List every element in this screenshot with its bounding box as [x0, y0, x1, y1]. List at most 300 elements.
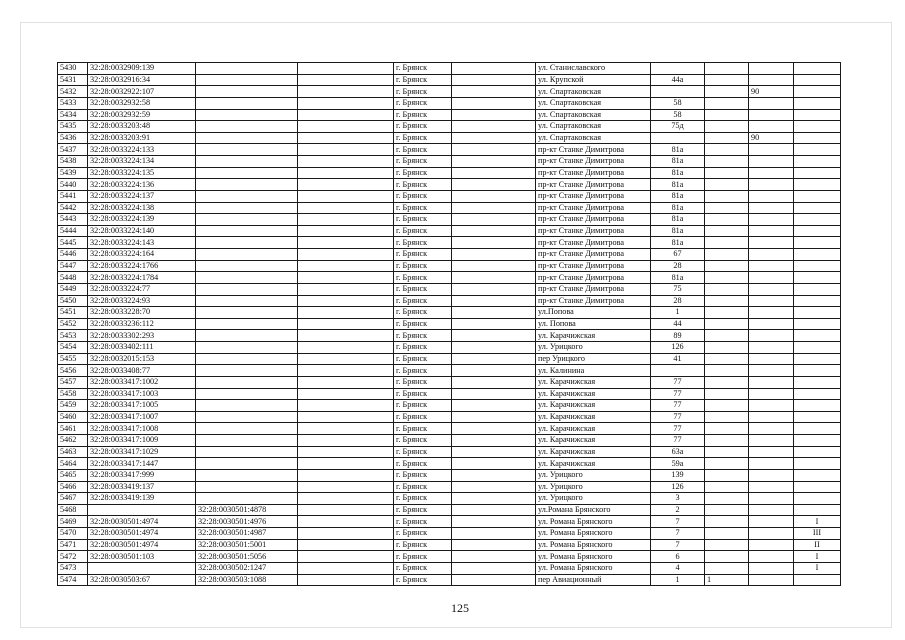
- house-number-cell: 44а: [651, 74, 705, 86]
- table-row: [58, 156, 841, 168]
- extra-number-cell: [749, 400, 794, 412]
- cadastral-number-cell: 32:28:0033224:139: [88, 214, 196, 226]
- row-number-cell: 5462: [58, 435, 88, 447]
- table-row: [58, 342, 841, 354]
- building-number-cell: [705, 353, 749, 365]
- empty-cell: [298, 504, 394, 516]
- related-cadastral-number-cell: 32:28:0030501:4878: [196, 504, 298, 516]
- city-cell: г. Брянск: [394, 307, 452, 319]
- empty-cell: [452, 97, 536, 109]
- table-row: [58, 202, 841, 214]
- row-number-cell: 5437: [58, 144, 88, 156]
- city-cell: г. Брянск: [394, 400, 452, 412]
- city-cell: г. Брянск: [394, 574, 452, 586]
- empty-cell: [452, 353, 536, 365]
- empty-cell: [298, 237, 394, 249]
- street-cell: пр-кт Станке Димитрова: [536, 202, 651, 214]
- related-cadastral-number-cell: [196, 249, 298, 261]
- related-cadastral-number-cell: [196, 272, 298, 284]
- unit-number-cell: I: [794, 516, 841, 528]
- building-number-cell: [705, 435, 749, 447]
- row-number-cell: 5468: [58, 504, 88, 516]
- extra-number-cell: [749, 179, 794, 191]
- building-number-cell: 1: [705, 574, 749, 586]
- street-cell: пр-кт Станке Димитрова: [536, 225, 651, 237]
- empty-cell: [452, 435, 536, 447]
- street-cell: ул. Спартаковская: [536, 86, 651, 98]
- street-cell: пр-кт Станке Димитрова: [536, 260, 651, 272]
- building-number-cell: [705, 411, 749, 423]
- unit-number-cell: [794, 214, 841, 226]
- cadastral-number-cell: 32:28:0030501:4974: [88, 539, 196, 551]
- table-row: [58, 469, 841, 481]
- empty-cell: [452, 330, 536, 342]
- table-row: [58, 109, 841, 121]
- city-cell: г. Брянск: [394, 330, 452, 342]
- extra-number-cell: [749, 260, 794, 272]
- row-number-cell: 5467: [58, 493, 88, 505]
- empty-cell: [298, 179, 394, 191]
- empty-cell: [452, 318, 536, 330]
- cadastral-number-cell: [88, 504, 196, 516]
- cadastral-number-cell: 32:28:0033224:93: [88, 295, 196, 307]
- extra-number-cell: [749, 388, 794, 400]
- related-cadastral-number-cell: [196, 190, 298, 202]
- row-number-cell: 5448: [58, 272, 88, 284]
- table-row: [58, 295, 841, 307]
- empty-cell: [298, 74, 394, 86]
- table-row: [58, 365, 841, 377]
- related-cadastral-number-cell: [196, 109, 298, 121]
- table-row: [58, 260, 841, 272]
- street-cell: пр-кт Станке Димитрова: [536, 167, 651, 179]
- extra-number-cell: [749, 562, 794, 574]
- cadastral-number-cell: 32:28:0033417:1008: [88, 423, 196, 435]
- related-cadastral-number-cell: [196, 458, 298, 470]
- empty-cell: [298, 423, 394, 435]
- table-row: [58, 86, 841, 98]
- empty-cell: [452, 63, 536, 75]
- unit-number-cell: [794, 121, 841, 133]
- related-cadastral-number-cell: [196, 74, 298, 86]
- unit-number-cell: [794, 307, 841, 319]
- city-cell: г. Брянск: [394, 411, 452, 423]
- related-cadastral-number-cell: [196, 446, 298, 458]
- unit-number-cell: [794, 190, 841, 202]
- row-number-cell: 5456: [58, 365, 88, 377]
- row-number-cell: 5441: [58, 190, 88, 202]
- extra-number-cell: [749, 225, 794, 237]
- unit-number-cell: [794, 202, 841, 214]
- row-number-cell: 5434: [58, 109, 88, 121]
- extra-number-cell: [749, 435, 794, 447]
- empty-cell: [452, 481, 536, 493]
- street-cell: ул. Спартаковская: [536, 97, 651, 109]
- cadastral-number-cell: 32:28:0033228:70: [88, 307, 196, 319]
- building-number-cell: [705, 214, 749, 226]
- extra-number-cell: [749, 353, 794, 365]
- extra-number-cell: [749, 469, 794, 481]
- street-cell: пр-кт Станке Димитрова: [536, 190, 651, 202]
- city-cell: г. Брянск: [394, 528, 452, 540]
- house-number-cell: 81а: [651, 144, 705, 156]
- cadastral-number-cell: 32:28:0033224:138: [88, 202, 196, 214]
- city-cell: г. Брянск: [394, 342, 452, 354]
- street-cell: ул. Романа Брянского: [536, 562, 651, 574]
- extra-number-cell: [749, 330, 794, 342]
- cadastral-number-cell: 32:28:0033224:135: [88, 167, 196, 179]
- street-cell: пр-кт Станке Димитрова: [536, 249, 651, 261]
- empty-cell: [452, 260, 536, 272]
- row-number-cell: 5469: [58, 516, 88, 528]
- city-cell: г. Брянск: [394, 86, 452, 98]
- street-cell: ул. Урицкого: [536, 342, 651, 354]
- empty-cell: [298, 156, 394, 168]
- street-cell: ул. Романа Брянского: [536, 551, 651, 563]
- extra-number-cell: [749, 574, 794, 586]
- cadastral-number-cell: 32:28:0033224:1766: [88, 260, 196, 272]
- row-number-cell: 5454: [58, 342, 88, 354]
- house-number-cell: 77: [651, 400, 705, 412]
- row-number-cell: 5440: [58, 179, 88, 191]
- street-cell: пр-кт Станке Димитрова: [536, 283, 651, 295]
- building-number-cell: [705, 97, 749, 109]
- row-number-cell: 5438: [58, 156, 88, 168]
- related-cadastral-number-cell: 32:28:0030501:5056: [196, 551, 298, 563]
- house-number-cell: [651, 63, 705, 75]
- street-cell: ул. Карачижская: [536, 423, 651, 435]
- empty-cell: [298, 469, 394, 481]
- table-row: [58, 63, 841, 75]
- unit-number-cell: [794, 388, 841, 400]
- building-number-cell: [705, 132, 749, 144]
- related-cadastral-number-cell: [196, 400, 298, 412]
- house-number-cell: 77: [651, 376, 705, 388]
- table-row: [58, 225, 841, 237]
- building-number-cell: [705, 295, 749, 307]
- extra-number-cell: [749, 249, 794, 261]
- row-number-cell: 5446: [58, 249, 88, 261]
- city-cell: г. Брянск: [394, 376, 452, 388]
- empty-cell: [452, 307, 536, 319]
- unit-number-cell: [794, 423, 841, 435]
- related-cadastral-number-cell: [196, 318, 298, 330]
- empty-cell: [452, 504, 536, 516]
- cadastral-number-cell: 32:28:0033224:137: [88, 190, 196, 202]
- city-cell: г. Брянск: [394, 144, 452, 156]
- street-cell: ул. Урицкого: [536, 493, 651, 505]
- row-number-cell: 5430: [58, 63, 88, 75]
- cadastral-number-cell: 32:28:0033417:999: [88, 469, 196, 481]
- cadastral-number-cell: 32:28:0033236:112: [88, 318, 196, 330]
- house-number-cell: 75д: [651, 121, 705, 133]
- unit-number-cell: [794, 249, 841, 261]
- building-number-cell: [705, 330, 749, 342]
- empty-cell: [298, 481, 394, 493]
- table-row: [58, 423, 841, 435]
- related-cadastral-number-cell: 32:28:0030501:5001: [196, 539, 298, 551]
- related-cadastral-number-cell: [196, 283, 298, 295]
- row-number-cell: 5466: [58, 481, 88, 493]
- table-row: [58, 574, 841, 586]
- related-cadastral-number-cell: [196, 156, 298, 168]
- building-number-cell: [705, 365, 749, 377]
- cadastral-number-cell: 32:28:0033402:111: [88, 342, 196, 354]
- table-row: [58, 318, 841, 330]
- building-number-cell: [705, 481, 749, 493]
- city-cell: г. Брянск: [394, 283, 452, 295]
- table-row: [58, 272, 841, 284]
- building-number-cell: [705, 144, 749, 156]
- city-cell: г. Брянск: [394, 132, 452, 144]
- extra-number-cell: [749, 411, 794, 423]
- related-cadastral-number-cell: 32:28:0030501:4987: [196, 528, 298, 540]
- row-number-cell: 5471: [58, 539, 88, 551]
- row-number-cell: 5439: [58, 167, 88, 179]
- table-row: [58, 376, 841, 388]
- related-cadastral-number-cell: [196, 423, 298, 435]
- house-number-cell: 81а: [651, 202, 705, 214]
- table-row: [58, 97, 841, 109]
- row-number-cell: 5447: [58, 260, 88, 272]
- city-cell: г. Брянск: [394, 156, 452, 168]
- house-number-cell: 77: [651, 388, 705, 400]
- house-number-cell: 4: [651, 562, 705, 574]
- unit-number-cell: [794, 132, 841, 144]
- empty-cell: [452, 249, 536, 261]
- street-cell: ул. Урицкого: [536, 469, 651, 481]
- city-cell: г. Брянск: [394, 295, 452, 307]
- related-cadastral-number-cell: [196, 225, 298, 237]
- cadastral-number-cell: 32:28:0033417:1007: [88, 411, 196, 423]
- building-number-cell: [705, 86, 749, 98]
- unit-number-cell: [794, 86, 841, 98]
- empty-cell: [298, 435, 394, 447]
- related-cadastral-number-cell: [196, 202, 298, 214]
- cadastral-number-cell: 32:28:0033224:164: [88, 249, 196, 261]
- extra-number-cell: [749, 458, 794, 470]
- unit-number-cell: [794, 63, 841, 75]
- empty-cell: [298, 132, 394, 144]
- table-row: [58, 330, 841, 342]
- empty-cell: [298, 493, 394, 505]
- empty-cell: [298, 190, 394, 202]
- street-cell: пер Урицкого: [536, 353, 651, 365]
- related-cadastral-number-cell: [196, 214, 298, 226]
- house-number-cell: 1: [651, 574, 705, 586]
- related-cadastral-number-cell: [196, 469, 298, 481]
- building-number-cell: [705, 446, 749, 458]
- building-number-cell: [705, 272, 749, 284]
- empty-cell: [452, 214, 536, 226]
- city-cell: г. Брянск: [394, 562, 452, 574]
- house-number-cell: 126: [651, 481, 705, 493]
- row-number-cell: 5444: [58, 225, 88, 237]
- row-number-cell: 5442: [58, 202, 88, 214]
- house-number-cell: 81а: [651, 225, 705, 237]
- cadastral-number-cell: 32:28:0033417:1003: [88, 388, 196, 400]
- unit-number-cell: II: [794, 539, 841, 551]
- unit-number-cell: [794, 109, 841, 121]
- cadastral-number-cell: 32:28:0030501:4974: [88, 528, 196, 540]
- extra-number-cell: [749, 342, 794, 354]
- unit-number-cell: [794, 342, 841, 354]
- house-number-cell: 7: [651, 539, 705, 551]
- related-cadastral-number-cell: [196, 353, 298, 365]
- empty-cell: [298, 121, 394, 133]
- house-number-cell: 77: [651, 423, 705, 435]
- house-number-cell: 77: [651, 411, 705, 423]
- table-row: [58, 144, 841, 156]
- house-number-cell: 81а: [651, 214, 705, 226]
- unit-number-cell: [794, 411, 841, 423]
- city-cell: г. Брянск: [394, 551, 452, 563]
- table-row: [58, 458, 841, 470]
- empty-cell: [298, 214, 394, 226]
- unit-number-cell: [794, 272, 841, 284]
- city-cell: г. Брянск: [394, 237, 452, 249]
- empty-cell: [452, 562, 536, 574]
- row-number-cell: 5451: [58, 307, 88, 319]
- house-number-cell: 81а: [651, 156, 705, 168]
- empty-cell: [452, 179, 536, 191]
- street-cell: ул. Романа Брянского: [536, 528, 651, 540]
- empty-cell: [452, 528, 536, 540]
- empty-cell: [298, 562, 394, 574]
- table-row: [58, 214, 841, 226]
- register-table: [57, 62, 841, 586]
- cadastral-number-cell: 32:28:0033224:136: [88, 179, 196, 191]
- empty-cell: [452, 167, 536, 179]
- house-number-cell: 81а: [651, 237, 705, 249]
- related-cadastral-number-cell: [196, 132, 298, 144]
- empty-cell: [298, 574, 394, 586]
- building-number-cell: [705, 493, 749, 505]
- empty-cell: [298, 260, 394, 272]
- table-row: [58, 551, 841, 563]
- extra-number-cell: [749, 528, 794, 540]
- empty-cell: [452, 516, 536, 528]
- row-number-cell: 5460: [58, 411, 88, 423]
- row-number-cell: 5459: [58, 400, 88, 412]
- extra-number-cell: [749, 121, 794, 133]
- unit-number-cell: [794, 365, 841, 377]
- related-cadastral-number-cell: [196, 167, 298, 179]
- unit-number-cell: [794, 400, 841, 412]
- cadastral-number-cell: 32:28:0033224:77: [88, 283, 196, 295]
- building-number-cell: [705, 225, 749, 237]
- cadastral-number-cell: 32:28:0033417:1029: [88, 446, 196, 458]
- extra-number-cell: [749, 307, 794, 319]
- empty-cell: [298, 307, 394, 319]
- related-cadastral-number-cell: [196, 144, 298, 156]
- building-number-cell: [705, 237, 749, 249]
- house-number-cell: [651, 132, 705, 144]
- table-row: [58, 411, 841, 423]
- cadastral-number-cell: 32:28:0033224:134: [88, 156, 196, 168]
- extra-number-cell: [749, 318, 794, 330]
- table-row: [58, 516, 841, 528]
- city-cell: г. Брянск: [394, 272, 452, 284]
- empty-cell: [298, 318, 394, 330]
- city-cell: г. Брянск: [394, 260, 452, 272]
- table-row: [58, 132, 841, 144]
- city-cell: г. Брянск: [394, 249, 452, 261]
- related-cadastral-number-cell: 32:28:0030503:1088: [196, 574, 298, 586]
- street-cell: пер Авиационный: [536, 574, 651, 586]
- table-row: [58, 446, 841, 458]
- empty-cell: [298, 283, 394, 295]
- table-row: [58, 400, 841, 412]
- row-number-cell: 5450: [58, 295, 88, 307]
- house-number-cell: 77: [651, 435, 705, 447]
- house-number-cell: 58: [651, 109, 705, 121]
- row-number-cell: 5433: [58, 97, 88, 109]
- city-cell: г. Брянск: [394, 365, 452, 377]
- empty-cell: [298, 516, 394, 528]
- cadastral-number-cell: 32:28:0032932:58: [88, 97, 196, 109]
- street-cell: ул. Карачижская: [536, 446, 651, 458]
- related-cadastral-number-cell: 32:28:0030501:4976: [196, 516, 298, 528]
- building-number-cell: [705, 388, 749, 400]
- city-cell: г. Брянск: [394, 388, 452, 400]
- empty-cell: [452, 237, 536, 249]
- building-number-cell: [705, 400, 749, 412]
- table-row: [58, 388, 841, 400]
- street-cell: ул. Станиславского: [536, 63, 651, 75]
- building-number-cell: [705, 249, 749, 261]
- city-cell: г. Брянск: [394, 318, 452, 330]
- related-cadastral-number-cell: [196, 86, 298, 98]
- empty-cell: [452, 388, 536, 400]
- row-number-cell: 5436: [58, 132, 88, 144]
- extra-number-cell: [749, 156, 794, 168]
- row-number-cell: 5457: [58, 376, 88, 388]
- street-cell: ул. Романа Брянского: [536, 516, 651, 528]
- building-number-cell: [705, 307, 749, 319]
- related-cadastral-number-cell: [196, 295, 298, 307]
- unit-number-cell: [794, 376, 841, 388]
- house-number-cell: 81а: [651, 179, 705, 191]
- table-row: [58, 237, 841, 249]
- table-row: [58, 190, 841, 202]
- unit-number-cell: [794, 156, 841, 168]
- empty-cell: [298, 365, 394, 377]
- empty-cell: [298, 249, 394, 261]
- building-number-cell: [705, 551, 749, 563]
- city-cell: г. Брянск: [394, 109, 452, 121]
- related-cadastral-number-cell: [196, 481, 298, 493]
- row-number-cell: 5443: [58, 214, 88, 226]
- page-number: 125: [451, 601, 469, 615]
- row-number-cell: 5463: [58, 446, 88, 458]
- city-cell: г. Брянск: [394, 516, 452, 528]
- extra-number-cell: [749, 237, 794, 249]
- city-cell: г. Брянск: [394, 121, 452, 133]
- street-cell: ул. Карачижская: [536, 388, 651, 400]
- extra-number-cell: [749, 272, 794, 284]
- register-table-body: [58, 63, 841, 586]
- house-number-cell: 2: [651, 504, 705, 516]
- row-number-cell: 5461: [58, 423, 88, 435]
- row-number-cell: 5472: [58, 551, 88, 563]
- street-cell: ул. Спартаковская: [536, 132, 651, 144]
- empty-cell: [452, 74, 536, 86]
- empty-cell: [298, 63, 394, 75]
- row-number-cell: 5449: [58, 283, 88, 295]
- table-row: [58, 307, 841, 319]
- empty-cell: [298, 411, 394, 423]
